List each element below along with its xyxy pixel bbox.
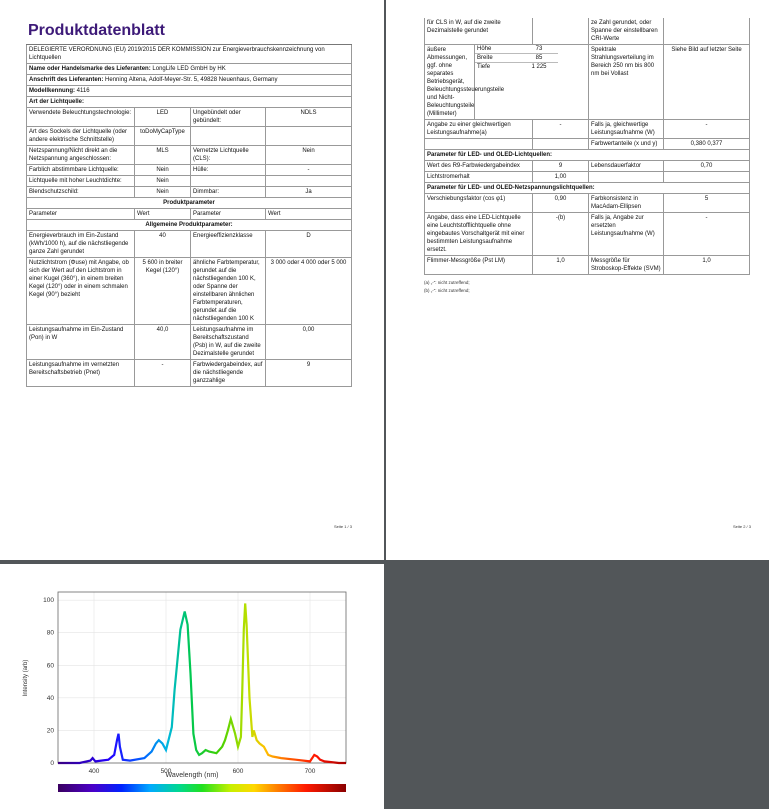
cell xyxy=(266,176,352,187)
page-3 xyxy=(0,564,384,809)
cell: Messgröße für Stroboskop-Effekte (SVM) xyxy=(589,256,664,275)
value: 1 225 xyxy=(531,64,547,70)
label: Tiefe xyxy=(477,64,491,70)
cell: 1,0 xyxy=(664,256,750,275)
cell: 0,70 xyxy=(664,161,750,172)
cell: Flimmer-Messgröße (Pst LM) xyxy=(425,256,533,275)
y-tick-label: 20 xyxy=(46,727,54,735)
cell: 1,0 xyxy=(533,256,589,275)
cell: 0,90 xyxy=(533,194,589,213)
cell: Dimmbar: xyxy=(191,187,266,198)
value: 73 xyxy=(520,45,558,54)
label: Breite xyxy=(475,54,520,63)
cell: Nein xyxy=(135,176,191,187)
footnote: (b) „-“: nicht zutreffend; xyxy=(424,288,470,293)
x-tick-label: 500 xyxy=(160,768,172,775)
dimension-depth xyxy=(475,63,588,71)
cell: - xyxy=(135,360,191,387)
x-tick-label: 400 xyxy=(88,768,100,775)
axis-ticks xyxy=(43,597,316,775)
supplier-name-row xyxy=(26,64,352,75)
cell xyxy=(266,127,352,146)
cell: Siehe Bild auf letzter Seite xyxy=(664,45,750,120)
cell: Energieverbrauch im Ein-Zustand (kWh/1000 h), auf die nächstliegende ganze Zahl gerundet xyxy=(27,231,135,258)
chart-grid xyxy=(58,592,346,763)
cell: Blendschutzschild: xyxy=(27,187,135,198)
cell xyxy=(191,176,266,187)
cell: Farbwertanteile (x und y) xyxy=(589,139,664,150)
regulation-text: DELEGIERTE VERORDNUNG (EU) 2019/2015 DER KOMMISSION zur Energieverbrauchskennzeichnung von Lichtquellen xyxy=(26,45,352,64)
col-header: Wert xyxy=(266,209,352,220)
model-label: Modellkennung: xyxy=(29,88,75,94)
page-number: Seite 1 / 3 xyxy=(333,524,352,529)
cell: Lichtstromerhalt xyxy=(425,172,533,183)
top-row xyxy=(424,18,750,45)
cell: Farblich abstimmbare Lichtquelle: xyxy=(27,165,135,176)
cell xyxy=(664,18,750,45)
x-axis-label: Wavelength (nm) xyxy=(165,772,219,779)
cell: - xyxy=(664,120,750,139)
page-2 xyxy=(386,0,769,560)
general-params-header: Allgemeine Produktparameter: xyxy=(26,220,352,231)
value: 85 xyxy=(520,54,558,63)
page-1 xyxy=(0,0,384,560)
rows-a xyxy=(424,120,750,150)
cell: 0,380 0,377 xyxy=(664,139,750,150)
cell: 9 xyxy=(266,360,352,387)
cell xyxy=(425,139,533,150)
cell: NDLS xyxy=(266,108,352,127)
cell: 5 600 in breiter Kegel (120°) xyxy=(135,258,191,325)
y-axis-label: Intensity (arb) xyxy=(23,659,29,697)
col-header: Parameter xyxy=(191,209,266,220)
cell: 5 xyxy=(664,194,750,213)
cell: D xyxy=(266,231,352,258)
supplier-address-row xyxy=(26,75,352,86)
col-header: Parameter xyxy=(27,209,135,220)
col-header: Wert xyxy=(135,209,191,220)
cell: Farbkonsistenz in MacAdam-Ellipsen xyxy=(589,194,664,213)
cell: Hülle: xyxy=(191,165,266,176)
document-title: Produktdatenblatt xyxy=(28,22,165,39)
cell: Wert des R9-Farbwiedergabeindex xyxy=(425,161,533,172)
dimension-values xyxy=(475,45,589,120)
dimension-width xyxy=(475,54,588,63)
supplier-name-label: Name oder Handelsmarke des Lieferanten: xyxy=(29,66,151,72)
cell: 40 xyxy=(135,231,191,258)
product-table-page-2 xyxy=(424,18,750,295)
param-table xyxy=(26,231,352,387)
light-type-table xyxy=(26,108,352,198)
cell: - xyxy=(664,213,750,256)
cell: Leistungsaufnahme im vernetzten Bereitschaftsbetrieb (Pnet) xyxy=(27,360,135,387)
rows-b xyxy=(424,161,750,183)
y-tick-label: 80 xyxy=(46,629,54,637)
y-tick-label: 60 xyxy=(46,662,54,670)
cell: Lichtquelle mit hoher Leuchtdichte: xyxy=(27,176,135,187)
supplier-address: Henning Altena, Adolf-Meyer-Str. 5, 49828 Neuenhaus, Germany xyxy=(105,77,278,83)
dimension-label: äußere Abmessungen, ggf. ohne separates Betriebsgerät, Beleuchtungssteuerungsteile und Nicht-Beleuchtungsteile (Millimeter) xyxy=(425,45,475,120)
cell: 0,00 xyxy=(266,325,352,360)
cell: Ja xyxy=(266,187,352,198)
label: Höhe xyxy=(475,45,520,54)
plot-frame xyxy=(58,592,346,763)
product-table-page-1 xyxy=(26,44,352,387)
cell: LED xyxy=(135,108,191,127)
cell: Angabe zu einer gleichwertigen Leistungsaufnahme(a) xyxy=(425,120,533,139)
mains-params-header: Parameter für LED- und OLED-Netzspannungslichtquellen: xyxy=(424,183,750,194)
cell: toDoMyCapType xyxy=(135,127,191,146)
cell: - xyxy=(266,165,352,176)
cell: Art des Sockels der Lichtquelle (oder andere elektrische Schnittstelle) xyxy=(27,127,135,146)
light-type-header: Art der Lichtquelle: xyxy=(26,97,352,108)
cell: Leistungsaufnahme im Ein-Zustand (Pon) in W xyxy=(27,325,135,360)
cell: Nutzlichtstrom (Φuse) mit Angabe, ob sich der Wert auf den Lichtstrom in einer Kugel (360°), in einem breiten Kegel (120°) oder in einem schmalen Kegel (90°) bezieht xyxy=(27,258,135,325)
cell: Leistungsaufnahme im Bereitschaftszustand (Psb) in W, auf die zweite Dezimalstelle gerundet xyxy=(191,325,266,360)
model-value: 4116 xyxy=(76,88,90,94)
model-row xyxy=(26,86,352,97)
wavelength-colorbar xyxy=(58,784,346,792)
param-column-headers xyxy=(26,209,352,220)
cell: 3 000 oder 4 000 oder 5 000 xyxy=(266,258,352,325)
x-tick-label: 600 xyxy=(232,768,244,775)
cell xyxy=(191,127,266,146)
cell: Angabe, dass eine LED-Lichtquelle eine Leuchtstofflichtquelle ohne eingebautes Vorschaltgerät mit einer bestimmten Leistungsaufnahme ersetzt. xyxy=(425,213,533,256)
supplier-name: LongLife LED GmbH by HK xyxy=(152,66,226,72)
product-params-header: Produktparameter xyxy=(26,198,352,209)
cell xyxy=(664,172,750,183)
dimension-height xyxy=(475,45,588,54)
cell: Nein xyxy=(135,187,191,198)
cell: 9 xyxy=(533,161,589,172)
cell: Falls ja, gleichwertige Leistungsaufnahme (W) xyxy=(589,120,664,139)
cell: Ungebündelt oder gebündelt: xyxy=(191,108,266,127)
cell: Falls ja, Angabe zur ersetzten Leistungsaufnahme (W) xyxy=(589,213,664,256)
spectrum-line xyxy=(58,603,346,763)
cell: MLS xyxy=(135,146,191,165)
cell: ze Zahl gerundet, oder Spanne der einstellbaren CRI-Werte xyxy=(589,18,664,45)
cell: Nein xyxy=(135,165,191,176)
cell: -(b) xyxy=(533,213,589,256)
y-tick-label: 40 xyxy=(46,694,54,702)
cell: Farbwiedergabeindex, auf die nächstliegende ganzzahlige xyxy=(191,360,266,387)
cell: ähnliche Farbtemperatur, gerundet auf die nächstliegenden 100 K, oder Spanne der einstellbaren ähnlichen Farbtemperaturen, gerundet auf die nächstliegenden 100 K xyxy=(191,258,266,325)
cell: 1,00 xyxy=(533,172,589,183)
cell xyxy=(589,172,664,183)
page-number: Seite 2 / 3 xyxy=(732,524,751,529)
x-tick-label: 700 xyxy=(304,768,316,775)
y-tick-label: 100 xyxy=(43,597,54,605)
cell: 40,0 xyxy=(135,325,191,360)
cell: - xyxy=(533,120,589,139)
spectrum-chart xyxy=(0,564,384,809)
y-tick-label: 0 xyxy=(50,760,54,767)
empty-viewer-area xyxy=(386,564,769,809)
led-params-header: Parameter für LED- und OLED-Lichtquellen: xyxy=(424,150,750,161)
cell: Netzspannung/Nicht direkt an die Netzspannung angeschlossen: xyxy=(27,146,135,165)
cell: Energieeffizienzklasse xyxy=(191,231,266,258)
cell xyxy=(533,139,589,150)
rows-c xyxy=(424,194,750,275)
footnote: (a) „-“: nicht zutreffend; xyxy=(424,280,470,285)
cell: Spektrale Strahlungsverteilung im Bereich 250 nm bis 800 nm bei Vollast xyxy=(589,45,664,120)
dimension-row xyxy=(424,45,750,120)
cell: Vernetzte Lichtquelle (CLS): xyxy=(191,146,266,165)
cell: Nein xyxy=(266,146,352,165)
cell: für CLS in W, auf die zweite Dezimalstelle gerundet xyxy=(425,18,533,45)
cell: Verschiebungsfaktor (cos φ1) xyxy=(425,194,533,213)
supplier-address-label: Anschrift des Lieferanten: xyxy=(29,77,104,83)
cell xyxy=(533,18,589,45)
cell: Verwendete Beleuchtungstechnologie: xyxy=(27,108,135,127)
cell: Lebensdauerfaktor xyxy=(589,161,664,172)
